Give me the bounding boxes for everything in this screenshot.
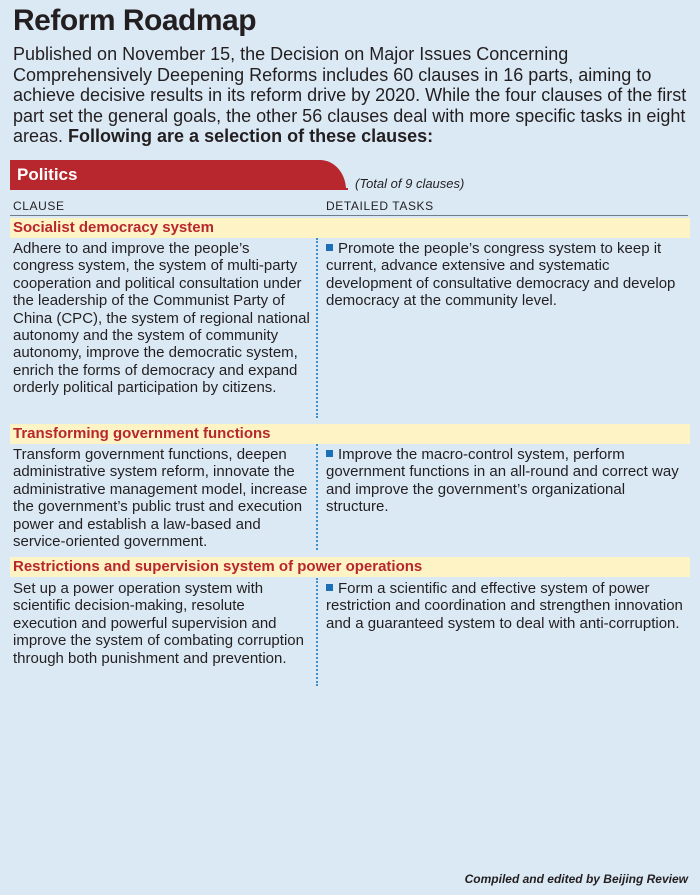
section-heading: Socialist democracy system [13, 219, 214, 236]
bullet-square-icon [326, 584, 333, 591]
column-header-clause: CLAUSE [13, 199, 65, 213]
intro-bold-text: Following are a selection of these clauses: [68, 126, 434, 146]
column-header-tasks: DETAILED TASKS [326, 199, 434, 213]
task-text [326, 446, 686, 516]
section-heading-bar [10, 557, 690, 577]
category-rule [10, 188, 348, 190]
clause-text: Transform government functions, deepen administrative system reform, innovate the administrative management model, increase the government’s public trust and execution power and establish a law-based and service-oriented government. [13, 446, 308, 551]
page-title: Reform Roadmap [13, 4, 257, 37]
section-heading-bar [10, 424, 690, 444]
column-divider [316, 578, 318, 686]
task-text-content: Promote the people’s congress system to keep it current, advance extensive and systematic development of consultative democracy and develop democracy at the community level. [326, 240, 676, 310]
clause-text: Adhere to and improve the people’s congress system, the system of multi-party cooperation and political consultation under the leadership of the Communist Party of China (CPC), the system of regional national autonomy and the system of community autonomy, improve the democratic system, enrich the forms of democracy and expand orderly political participation by citizens. [13, 240, 310, 397]
column-divider [316, 444, 318, 550]
category-tab [10, 160, 346, 190]
intro-text: Published on November 15, the Decision on Major Issues Concerning Comprehensively Deepening Reforms includes 60 clauses in 16 parts, aiming to achieve decisive results in its reform drive by 2020. While the four clauses of the first part set the general goals, the other 56 clauses deal with more specific tasks in eight areas. [13, 44, 687, 146]
clause-text: Set up a power operation system with scientific decision-making, resolute execution and powerful supervision and improve the system of combating corruption through both punishment and prevention. [13, 580, 304, 667]
task-text [326, 240, 686, 310]
intro-paragraph [13, 44, 693, 147]
bullet-square-icon [326, 450, 333, 457]
clause-total: (Total of 9 clauses) [355, 176, 465, 191]
task-text [326, 580, 686, 632]
section-heading: Transforming government functions [13, 425, 271, 442]
section-heading-bar [10, 218, 690, 238]
task-text-content: Improve the macro-control system, perform government functions in an all-round and correct way and improve the government’s organizational structure. [326, 446, 679, 516]
bullet-square-icon [326, 244, 333, 251]
category-label: Politics [17, 165, 78, 184]
credit-line: Compiled and edited by Beijing Review [464, 872, 688, 886]
column-divider [316, 238, 318, 418]
section-heading: Restrictions and supervision system of power operations [13, 558, 423, 575]
header-divider [10, 215, 688, 216]
task-text-content: Form a scientific and effective system of power restriction and coordination and strengthen innovation and a guaranteed system to deal with anti-corruption. [326, 580, 683, 632]
